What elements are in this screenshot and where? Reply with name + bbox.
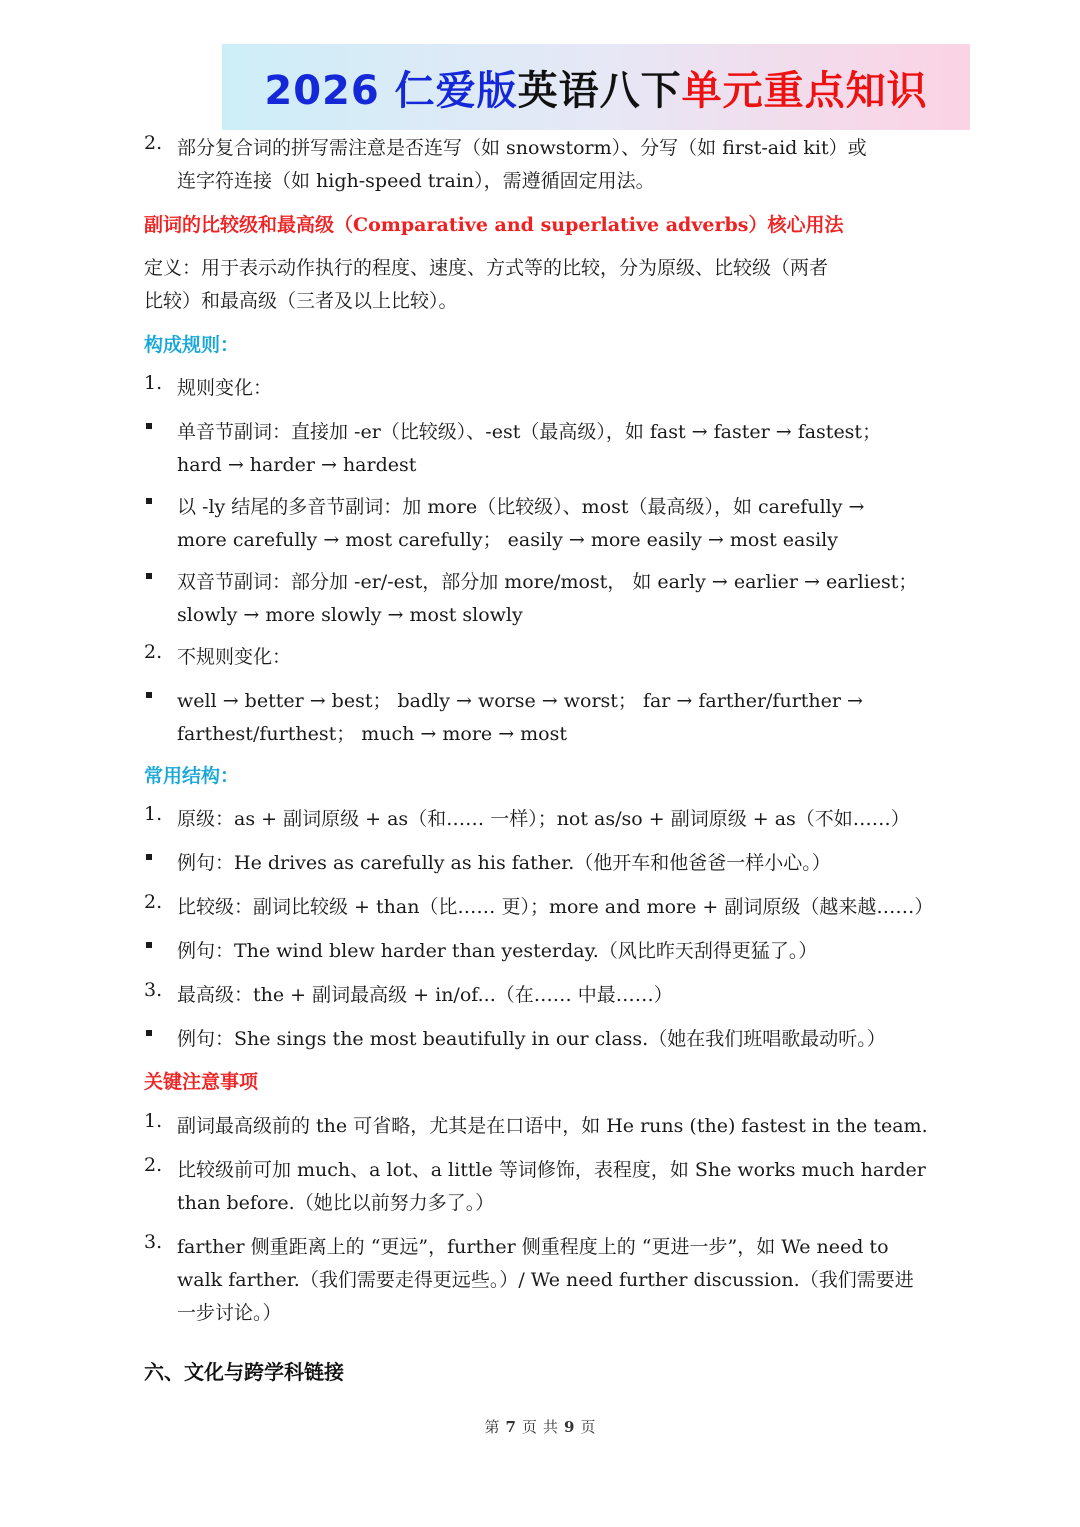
bullet-item <box>144 1023 940 1056</box>
list-item <box>144 891 940 924</box>
text-line: 最高级：the + 副词最高级 + in/of...（在…… 中最……） <box>177 984 673 1006</box>
list-item <box>144 132 940 198</box>
total-pages-number: 9 <box>564 1418 575 1436</box>
section-heading: 六、文化与跨学科链接 <box>144 1360 344 1384</box>
bullet-icon <box>146 942 152 948</box>
text-line: more carefully → most carefully； easily → more easily → most easily <box>177 529 838 551</box>
text-line: 比较）和最高级（三者及以上比较）。 <box>144 290 458 312</box>
text-line: 一步讨论。） <box>177 1302 282 1324</box>
bullet-icon <box>146 573 152 579</box>
text-line: 单音节副词：直接加 -er（比较级）、-est（最高级），如 fast → faster → fastest； <box>177 421 882 443</box>
list-item <box>144 1231 940 1330</box>
subsection-heading: 构成规则： <box>144 334 240 356</box>
current-page-number: 7 <box>505 1418 516 1436</box>
list-number: 3. <box>144 979 163 1001</box>
bullet-icon <box>146 854 152 860</box>
banner-topic: 单元重点知识 <box>681 67 928 114</box>
section-heading: 关键注意事项 <box>144 1071 259 1093</box>
text-line: 双音节副词：部分加 -er/-est，部分加 more/most， 如 early → earlier → earliest； <box>177 571 918 593</box>
text-line: 比较级：副词比较级 + than（比…… 更）；more and more + 副词原级（越来越……） <box>177 896 934 918</box>
banner-subject: 英语八下 <box>517 67 682 114</box>
bullet-item <box>144 491 940 557</box>
list-number: 1. <box>144 803 163 825</box>
list-item <box>144 1110 940 1143</box>
bullet-item <box>144 935 940 968</box>
footer-text: 共 <box>543 1418 559 1436</box>
list-item <box>144 1154 940 1220</box>
text-line: walk farther.（我们需要走得更远些。）/ We need further discussion.（我们需要进 <box>177 1269 914 1291</box>
text-line: 定义：用于表示动作执行的程度、速度、方式等的比较，分为原级、比较级（两者 <box>144 257 829 279</box>
list-number: 2. <box>144 891 163 913</box>
bullet-icon <box>146 423 152 429</box>
section-heading: 副词的比较级和最高级（Comparative and superlative adverbs）核心用法 <box>144 214 844 236</box>
text-line: hard → harder → hardest <box>177 454 417 476</box>
bullet-item <box>144 566 940 632</box>
text-line: 例句：He drives as carefully as his father.（他开车和他爸爸一样小心。） <box>177 852 831 874</box>
list-item <box>144 979 940 1012</box>
text-line: 连字符连接（如 high-speed train），需遵循固定用法。 <box>177 170 655 192</box>
footer-text: 页 <box>580 1418 596 1436</box>
text-line: 原级：as + 副词原级 + as（和…… 一样）；not as/so + 副词原级 + as（不如……） <box>177 808 910 830</box>
text-line: 规则变化： <box>177 377 273 399</box>
text-line: farther 侧重距离上的 “更远”，further 侧重程度上的 “更进一步”，如 We need to <box>177 1236 889 1258</box>
list-number: 3. <box>144 1231 163 1253</box>
list-item <box>144 803 940 836</box>
text-line: slowly → more slowly → most slowly <box>177 604 523 626</box>
bullet-icon <box>146 1030 152 1036</box>
page-content <box>144 132 940 1389</box>
bullet-item <box>144 416 940 482</box>
text-line: 部分复合词的拼写需注意是否连写（如 snowstorm）、分写（如 first-aid kit）或 <box>177 137 867 159</box>
list-number: 2. <box>144 641 163 663</box>
list-number: 2. <box>144 1154 163 1176</box>
banner-year-edition: 2026 仁爱版 <box>264 67 518 114</box>
list-number: 2. <box>144 132 163 154</box>
text-line: than before.（她比以前努力多了。） <box>177 1192 495 1214</box>
page-footer <box>0 1416 1080 1437</box>
text-line: 不规则变化： <box>177 646 292 668</box>
text-line: 副词最高级前的 the 可省略，尤其是在口语中，如 He runs (the) fastest in the team. <box>177 1115 928 1137</box>
bullet-item <box>144 685 940 751</box>
text-line: well → better → best； badly → worse → worst； far → farther/further → <box>177 690 863 712</box>
definition-paragraph <box>144 252 940 318</box>
title-banner <box>222 44 970 130</box>
list-item <box>144 372 940 405</box>
bullet-icon <box>146 692 152 698</box>
bullet-item <box>144 847 940 880</box>
text-line: 比较级前可加 much、a lot、a little 等词修饰，表程度，如 She works much harder <box>177 1159 926 1181</box>
text-line: 例句：She sings the most beautifully in our class.（她在我们班唱歌最动听。） <box>177 1028 886 1050</box>
subsection-heading: 常用结构： <box>144 765 240 787</box>
text-line: farthest/furthest； much → more → most <box>177 723 567 745</box>
footer-text: 页 <box>521 1418 537 1436</box>
text-line: 例句：The wind blew harder than yesterday.（风比昨天刮得更猛了。） <box>177 940 818 962</box>
footer-text: 第 <box>484 1418 500 1436</box>
list-number: 1. <box>144 372 163 394</box>
list-number: 1. <box>144 1110 163 1132</box>
bullet-icon <box>146 498 152 504</box>
list-item <box>144 641 940 674</box>
text-line: 以 -ly 结尾的多音节副词：加 more（比较级）、most（最高级），如 carefully → <box>177 496 865 518</box>
